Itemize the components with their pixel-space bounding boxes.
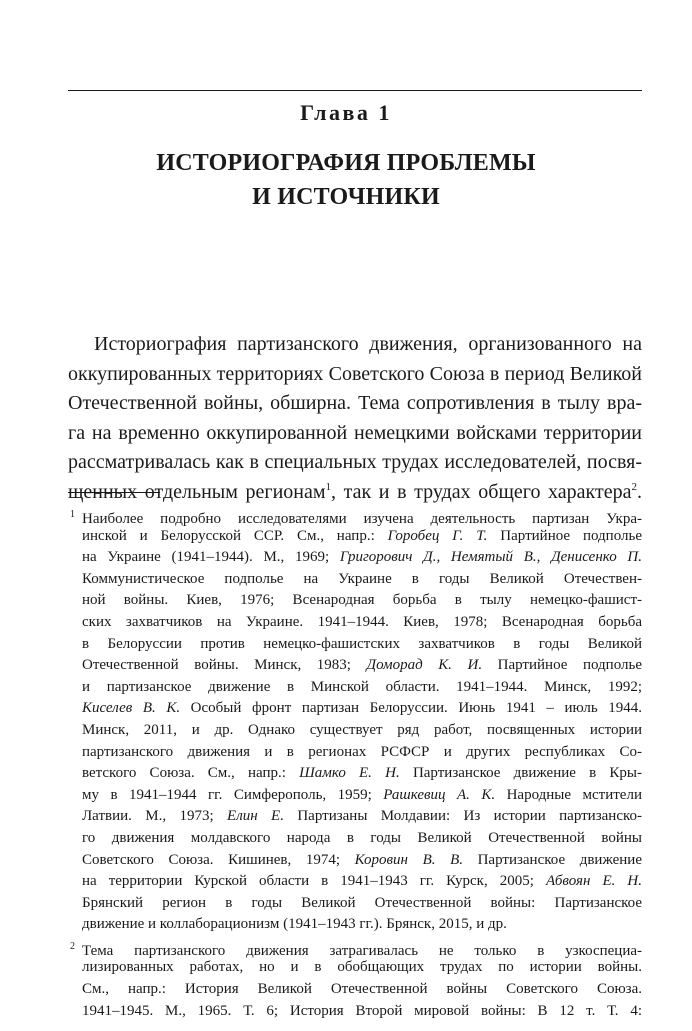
footnote-text: Народные мстители [495,786,642,803]
body-line: Отечественной войны, обширна. Тема сопротивления в тылу вра- [68,392,642,415]
footnote-text: Партизанское движение [463,851,642,868]
author-name: Горобец Г. Т. [387,527,488,544]
footnote-text: Особый фронт партизан Белоруссии. Июнь 1941 – июль 1944. [180,700,642,717]
footnote-line: в Белоруссии против немецко-фашистских захватчиков в годы Великой [82,635,642,652]
footnote-line [68,850,642,872]
footnote-text: на территории Курской области в 1941–1943 гг. Курск, 2005; [82,873,546,890]
footnote-line: и партизанское движение в Минской области. 1941–1944. Минск, 1992; [82,678,642,695]
footnote-line: Брянский регион в годы Великой Отечественной войны: Партизанское [82,894,642,911]
footnote-line [68,655,642,677]
footnote-line: Минск, 2011, и др. Однако существует ряд работ, посвященных истории [82,721,642,738]
body-paragraph [68,330,642,508]
footnote-line [68,936,642,958]
footnote-text: Советского Союза. Кишинев, 1974; [82,851,355,868]
footnote-line [68,785,642,807]
footnote-line: го движения молдавского народа в годы Великой Отечественной войны [82,829,642,846]
footnote-text: на Украине (1941–1944). М., 1969; [82,549,340,566]
footnote-text: Тема партизанского движения затрагивалась не только в узкоспециа- [82,942,642,959]
author-name: Шамко Е. Н. [299,765,400,782]
author-name: Елин Е. [227,808,284,825]
author-name: Абвоян Е. Н. [545,873,642,890]
body-line: рассматривалась как в специальных трудах исследователей, посвя- [68,451,642,474]
body-line: оккупированных территориях Советского Союза в период Великой [68,362,642,385]
chapter-title-line: ИСТОРИОГРАФИЯ ПРОБЛЕМЫ [156,150,536,176]
footnote-line: партизанского движения и в регионах РСФСР и других республиках Со- [82,743,642,760]
footnote-number: 1 [70,509,75,520]
footnote-text: ветского Союза. См., напр.: [82,765,300,782]
body-text-segment: , так и в трудах общего характера [331,480,632,503]
footnote-text: Наиболее подробно исследователями изучена деятельность партизан Укра- [82,511,642,527]
footnote-text: Партизаны Молдавии: Из истории партизанско- [283,808,642,825]
footnote-line: лизированных работах, но и в обобщающих трудах по истории войны. [82,959,642,976]
footnote-text: Партийное подполье [487,527,642,544]
footnotes [68,504,642,1022]
header-rule [68,90,642,91]
chapter-label: Глава 1 [300,100,392,125]
footnote-line [68,698,642,720]
author-name: Григорович Д., Немятый В., Денисенко П. [339,549,642,566]
footnote-text: Отечественной войны. Минск, 1983; [82,657,367,674]
footnote-line [68,763,642,785]
footnote-line [68,526,642,548]
footnote-text: Партизанское движение в Кры- [399,765,643,782]
body-text-segment: щенных отдельным регионам [68,480,326,503]
author-name: Коровин В. В. [354,851,463,868]
body-line: Историография партизанского движения, организованного на [94,333,642,355]
footnote-text: инской и Белорусской ССР. См., напр.: [82,527,388,544]
author-name: Доморад К. И. [366,657,483,674]
footnote-text: Партийное подполье [482,657,642,674]
body-line: га на временно оккупированной немецкими войсками территории [68,421,642,444]
footnote-ref[interactable]: 2 [631,480,637,493]
footnote-line: Коммунистическое подполье на Украине в годы Великой Отечествен- [82,570,642,587]
footnote-text: Латвии. М., 1973; [82,808,228,825]
footnote-line [68,504,642,526]
body-text-segment: . [636,480,642,503]
author-name: Киселев В. К. [82,700,181,717]
footnote-line: ной войны. Киев, 1976; Всенародная борьба в тылу немецко-фашист- [82,592,642,609]
footnote-rule [68,492,160,493]
footnote-line: 1941–1945. М., 1965. Т. 6; История Второй мировой войны: В 12 т. Т. 4: [82,1002,642,1019]
footnote-line: См., напр.: История Великой Отечественной войны Советского Союза. [82,981,642,998]
footnote-line [68,806,642,828]
footnote-line [68,547,642,569]
footnote-line: движение и коллаборационизм (1941–1943 гг.). Брянск, 2015, и др. [82,916,507,933]
footnote-line: ских захватчиков на Украине. 1941–1944. Киев, 1978; Всенародная борьба [82,613,642,630]
chapter-title-line: И ИСТОЧНИКИ [252,184,440,210]
footnote-number: 2 [70,940,75,952]
footnote-line [68,871,642,893]
chapter-title [0,146,692,214]
footnote-ref[interactable]: 1 [325,480,332,493]
footnote-text: му в 1941–1944 гг. Симферополь, 1959; [82,786,384,803]
author-name: Рашкевиц А. К. [383,786,496,803]
